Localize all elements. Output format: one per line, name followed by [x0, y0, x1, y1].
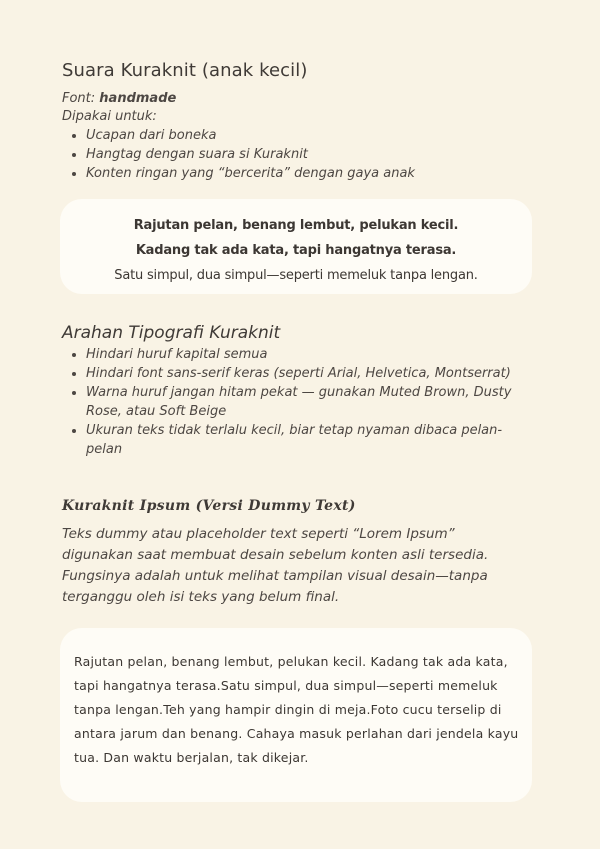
section-typography-title: Arahan Tipografi Kuraknit: [62, 323, 281, 343]
list-item: • Hangtag dengan suara si Kuraknit: [86, 145, 546, 164]
font-label: Font:: [62, 91, 96, 106]
list-item: • Warna huruf jangan hitam pekat — gunakan Muted Brown, Dusty Rose, atau Soft Beige: [86, 383, 516, 421]
sample-line: Satu simpul, dua simpul—seperti memeluk tanpa lengan.: [114, 268, 478, 283]
list-item: • Ukuran teks tidak terlalu kecil, biar tetap nyaman dibaca pelan-pelan: [86, 421, 516, 459]
ipsum-text: Rajutan pelan, benang lembut, pelukan kecil. Kadang tak ada kata, tapi hangatnya terasa.Satu simpul, dua simpul—seperti memeluk tanpa lengan.Teh yang hampir dingin di meja.Foto cucu terselip di antara jarum dan benang. Cahaya masuk perlahan dari jendela kayu tua. Dan waktu berjalan, tak dikejar.: [74, 654, 519, 765]
font-info: [62, 90, 176, 126]
sample-line: Rajutan pelan, benang lembut, pelukan kecil.: [133, 218, 459, 233]
ipsum-text-card: [60, 628, 532, 802]
list-item: • Ucapan dari boneka: [86, 126, 546, 145]
list-item: • Konten ringan yang “bercerita” dengan gaya anak: [86, 164, 546, 183]
section-ipsum-title: Kuraknit Ipsum (Versi Dummy Text): [62, 498, 356, 514]
sample-text: [60, 213, 532, 288]
ipsum-description: Teks dummy atau placeholder text seperti “Lorem Ipsum” digunakan saat membuat desain sebelum konten asli tersedia. Fungsinya adalah untuk melihat tampilan visual desain—tanpa terganggu oleh isi teks yang belum final.: [62, 526, 489, 605]
sample-text-card: [60, 199, 532, 294]
section-voice-title: Suara Kuraknit (anak kecil): [62, 60, 308, 81]
font-value: handmade: [99, 91, 177, 106]
sample-line: Kadang tak ada kata, tapi hangatnya terasa.: [135, 243, 457, 258]
list-item: • Hindari huruf kapital semua: [86, 345, 516, 364]
font-line: [62, 90, 176, 108]
list-item: • Hindari font sans-serif keras (seperti Arial, Helvetica, Montserrat): [86, 364, 516, 383]
uses-list: [62, 126, 546, 183]
used-for-label: Dipakai untuk:: [62, 109, 157, 124]
typography-rules-list: [62, 345, 516, 459]
